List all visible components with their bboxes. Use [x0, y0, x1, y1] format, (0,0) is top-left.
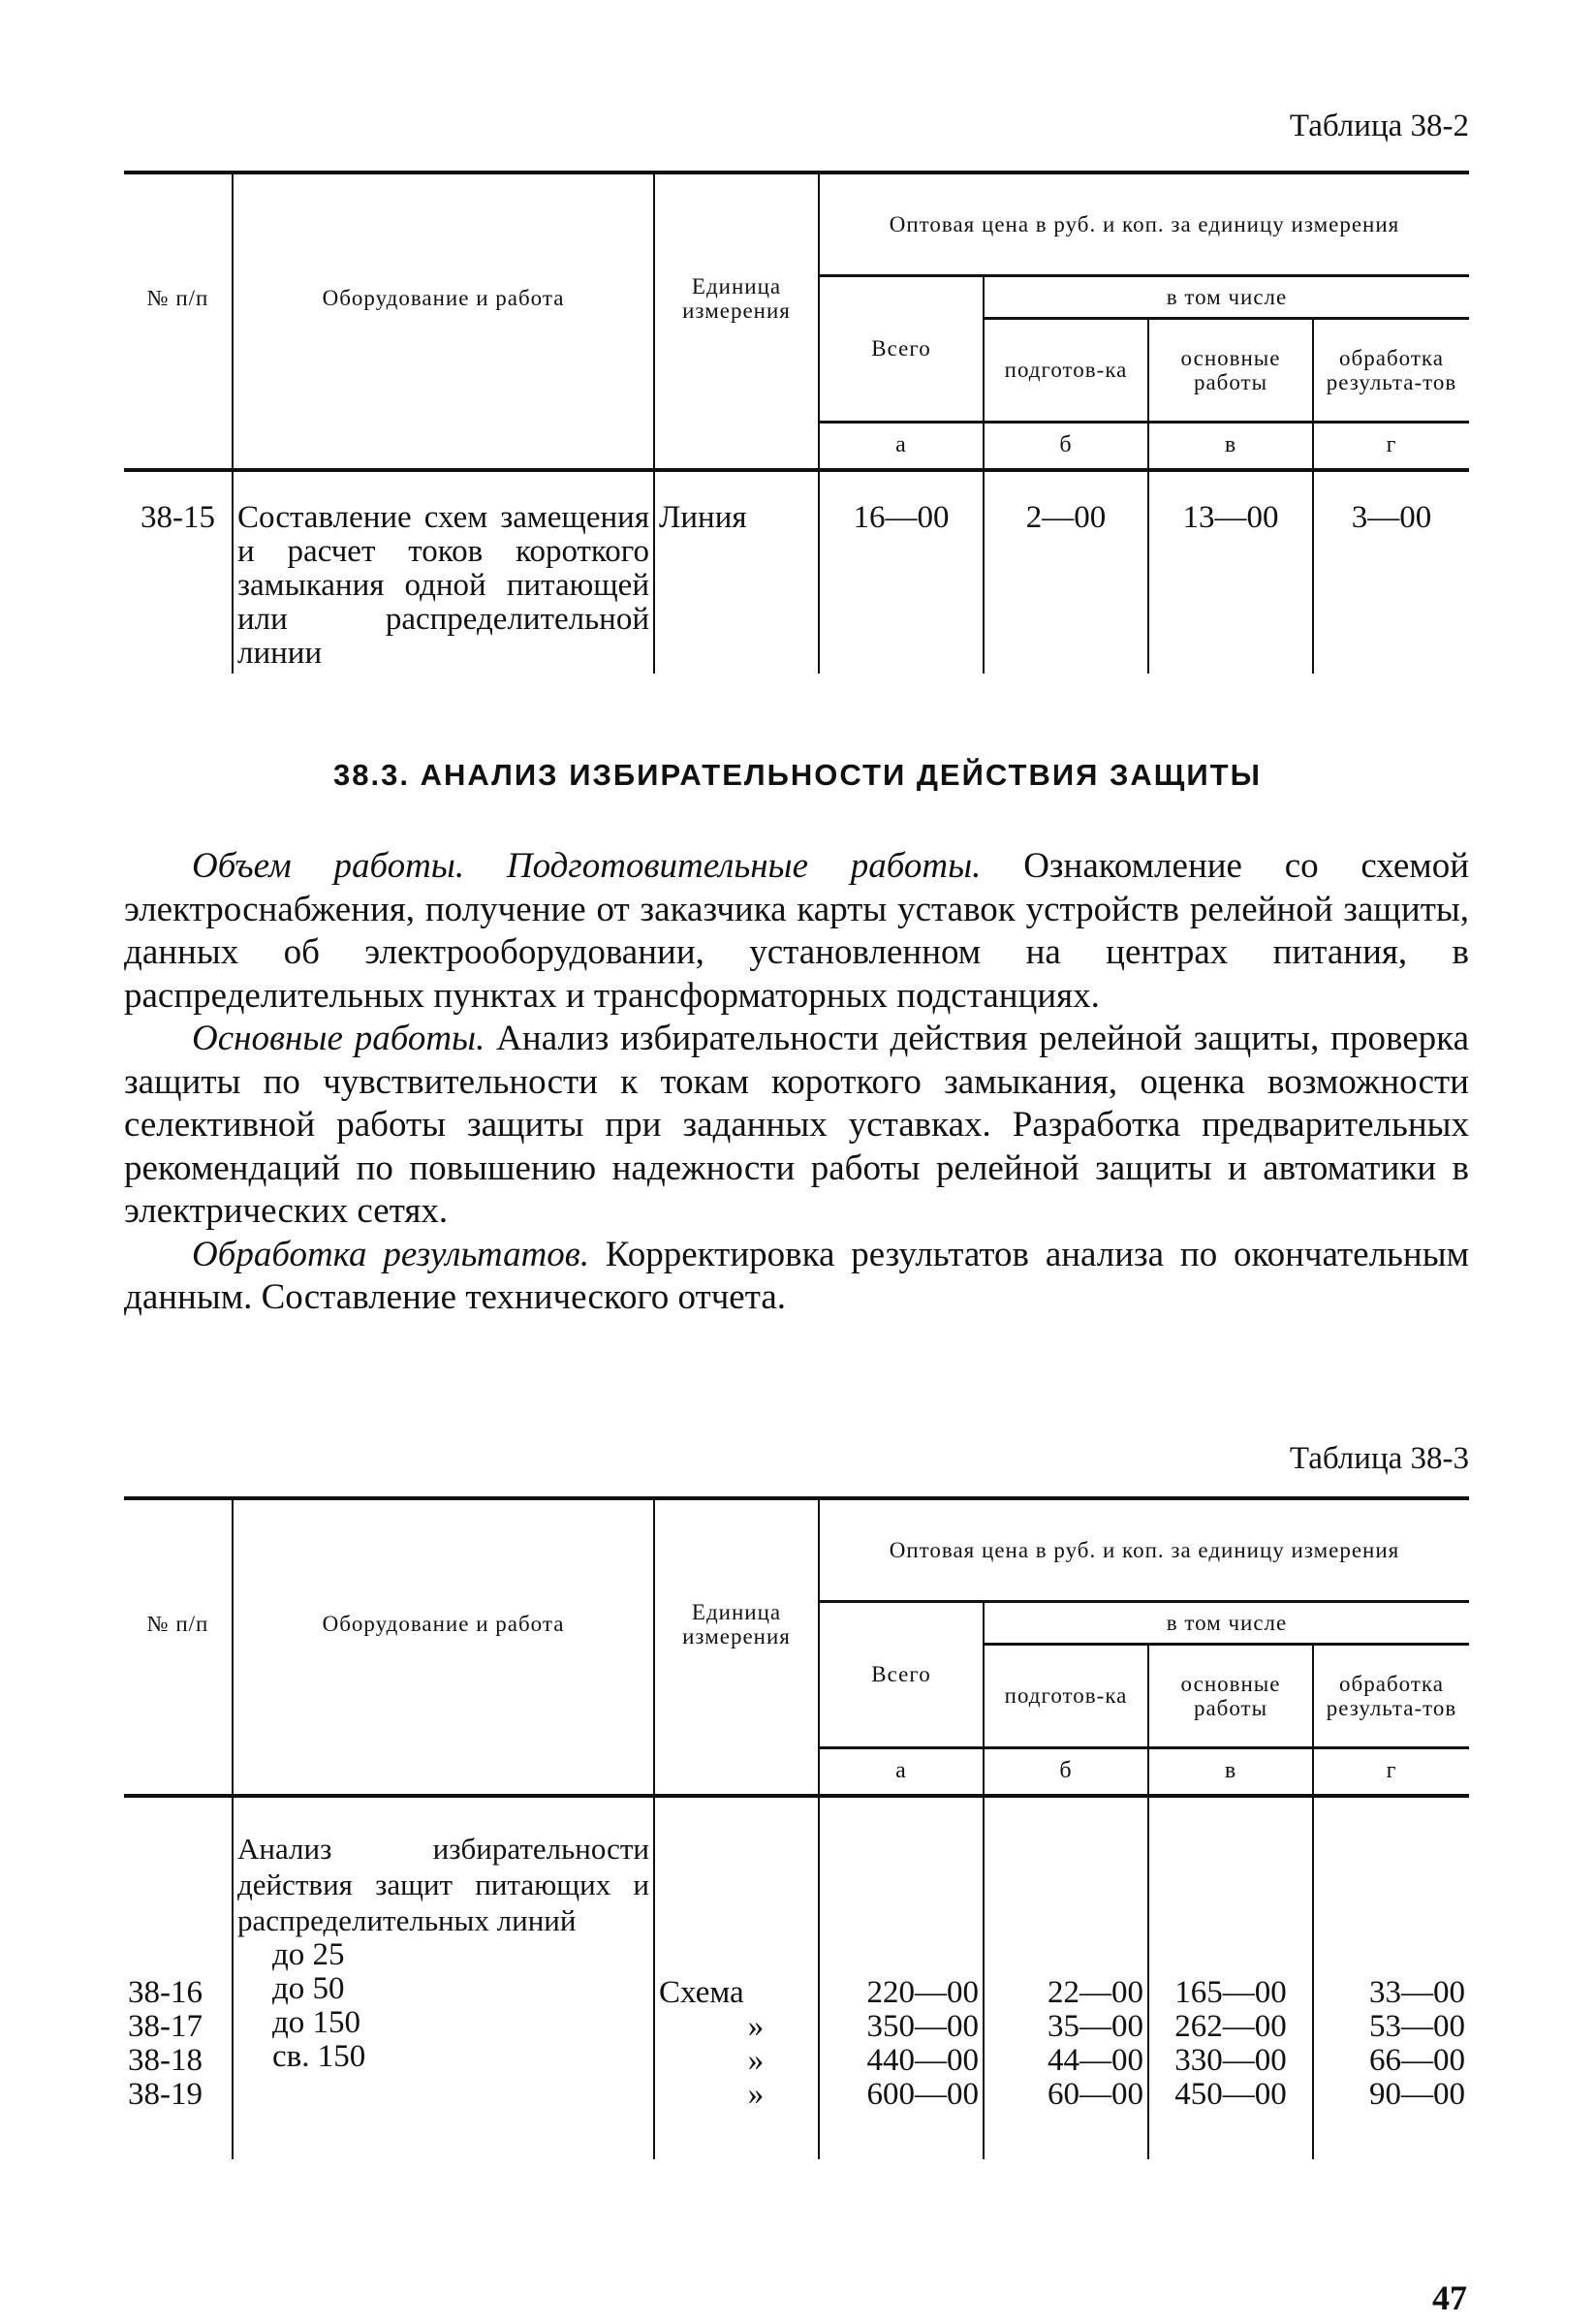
p2-text: Анализ избирательности действия релейной защиты, проверка защиты по чувствительности к токам короткого замыкания, оценка возможности селективной работы защиты при заданных уставках. Разработка предварительных рекомендаций по повышению надежности работы релейной защиты и автоматики в электрических сетях.	[124, 1019, 1469, 1231]
row-total: 350—00	[866, 2008, 979, 2044]
row-num: 38-19	[128, 2076, 203, 2112]
header-equipment: Оборудование и работа	[233, 1498, 654, 1747]
header-including: в том числе	[984, 1601, 1469, 1644]
row-main: 13—00	[1148, 470, 1313, 674]
header-main: основные работы	[1148, 318, 1313, 422]
row-desc: до 25	[272, 1936, 345, 1972]
row-results: 53—00	[1369, 2008, 1465, 2044]
row-total: 16—00	[819, 470, 984, 674]
header-price-group: Оптовая цена в руб. и коп. за единицу измерения	[819, 173, 1469, 275]
col-letter-a: а	[819, 422, 984, 470]
group-desc: Анализ избирательности действия защит питающих и распределительных линий	[237, 1831, 649, 1937]
row-prep: 22—00	[1048, 1974, 1143, 2010]
col-letter-b: б	[984, 422, 1148, 470]
row-desc: Составление схем замещения и расчет токов короткого замыкания одной питающей или распределительной линии	[233, 470, 654, 674]
row-unit: Линия	[654, 470, 819, 674]
header-unit: Единица измерения	[654, 173, 819, 422]
row-num: 38-16	[128, 1974, 203, 2010]
row-num: 38-15	[141, 499, 215, 535]
row-results: 3—00	[1313, 470, 1469, 674]
p2-label: Основные работы.	[192, 1019, 485, 1058]
col-letter-b: б	[984, 1747, 1148, 1796]
row-total: 440—00	[866, 2042, 979, 2078]
row-num: 38-18	[128, 2042, 203, 2078]
row-total: 600—00	[866, 2076, 979, 2112]
header-prep: подготов-ка	[984, 318, 1148, 422]
table-row-group	[124, 1796, 1469, 2159]
header-num: № п/п	[124, 173, 233, 422]
col-letter-g: г	[1313, 422, 1469, 470]
page-number: 47	[1432, 2278, 1467, 2317]
row-unit: »	[747, 2042, 765, 2078]
header-unit: Единица измерения	[654, 1498, 819, 1747]
section-body	[124, 845, 1469, 1320]
p1-label: Объем работы. Подготовительные работы.	[192, 846, 982, 886]
header-main: основные работы	[1148, 1644, 1313, 1747]
row-main: 165—00	[1174, 1974, 1287, 2010]
col-letter-v: в	[1148, 1747, 1313, 1796]
header-results: обработка результа-тов	[1313, 318, 1469, 422]
col-letter-g: г	[1313, 1747, 1469, 1796]
header-including: в том числе	[984, 275, 1469, 318]
col-letter-v: в	[1148, 422, 1313, 470]
row-prep: 2—00	[984, 470, 1148, 674]
header-prep: подготов-ка	[984, 1644, 1148, 1747]
table-38-3	[124, 1496, 1469, 2159]
table-38-3-caption: Таблица 38-3	[1289, 1441, 1469, 1476]
section-heading: 38.3. АНАЛИЗ ИЗБИРАТЕЛЬНОСТИ ДЕЙСТВИЯ ЗАЩИТЫ	[333, 758, 1262, 792]
row-desc: до 150	[272, 2004, 361, 2040]
row-prep: 35—00	[1048, 2008, 1143, 2044]
row-main: 450—00	[1174, 2076, 1287, 2112]
row-unit: »	[747, 2008, 765, 2044]
row-main: 330—00	[1174, 2042, 1287, 2078]
row-desc: до 50	[272, 1970, 345, 2006]
p3-text: Корректировка результатов анализа по окончательным данным. Составление технического отчета.	[124, 1234, 1469, 1317]
header-total: Всего	[819, 1601, 984, 1747]
p3-label: Обработка результатов.	[192, 1234, 590, 1274]
row-desc: св. 150	[272, 2038, 366, 2074]
row-main: 262—00	[1174, 2008, 1287, 2044]
table-38-2-caption: Таблица 38-2	[1289, 109, 1469, 143]
row-results: 90—00	[1369, 2076, 1465, 2112]
table-38-2	[124, 171, 1469, 674]
header-equipment: Оборудование и работа	[233, 173, 654, 422]
header-num: № п/п	[124, 1498, 233, 1747]
p1-text: Ознакомление со схемой электроснабжения, получение от заказчика карты уставок устройств релейной защиты, данных об электрооборудовании, установленном на центрах питания, в распределительных пунктах и трансформаторных подстанциях.	[124, 846, 1470, 1016]
row-num: 38-17	[128, 2008, 203, 2044]
row-total: 220—00	[866, 1974, 979, 2010]
row-unit: Схема	[659, 1974, 744, 2010]
header-price-group: Оптовая цена в руб. и коп. за единицу измерения	[819, 1498, 1469, 1601]
table-row	[124, 470, 1469, 674]
header-results: обработка результа-тов	[1313, 1644, 1469, 1747]
row-results: 66—00	[1369, 2042, 1465, 2078]
row-unit: »	[747, 2076, 765, 2112]
row-prep: 60—00	[1048, 2076, 1143, 2112]
row-prep: 44—00	[1048, 2042, 1143, 2078]
header-total: Всего	[819, 275, 984, 422]
row-results: 33—00	[1369, 1974, 1465, 2010]
col-letter-a: а	[819, 1747, 984, 1796]
